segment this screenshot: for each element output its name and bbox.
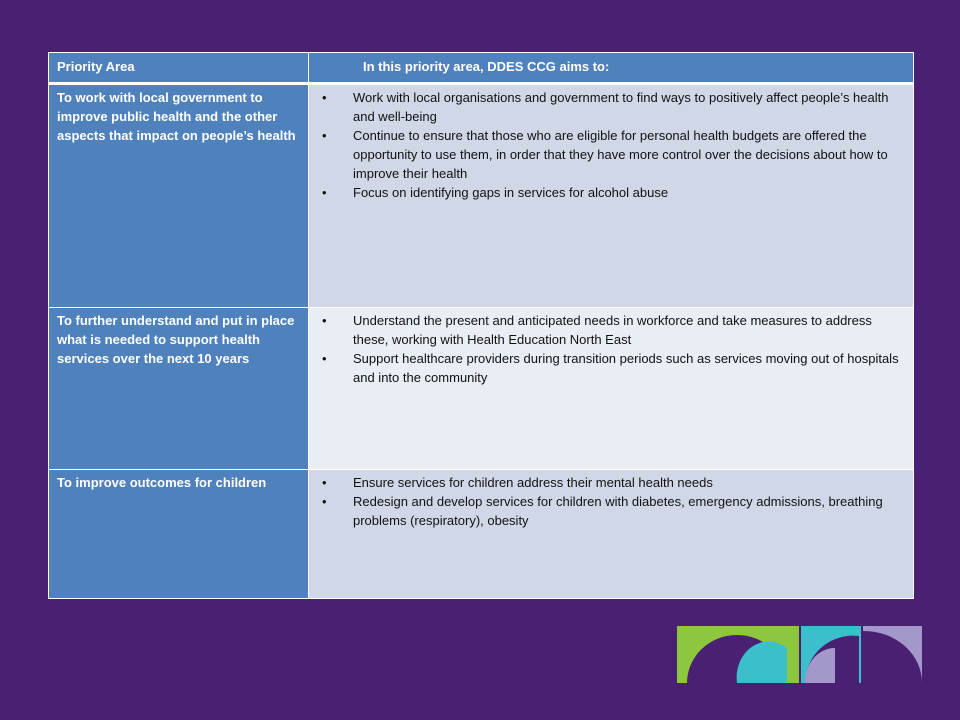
priority-table: [48, 52, 914, 599]
aim-text: Ensure services for children address their mental health needs: [353, 475, 713, 490]
bullet-icon: •: [322, 475, 327, 490]
aims-cell: [309, 84, 914, 308]
priority-area-cell: To further understand and put in place what is needed to support health services over the next 10 years: [49, 308, 309, 470]
aim-text: Continue to ensure that those who are eligible for personal health budgets are offered the opportunity to use them, in order that they have more control over the decisions about how to improve their health: [353, 128, 888, 181]
list-item: [317, 88, 901, 126]
bullet-icon: •: [322, 128, 327, 143]
table-header-row: [49, 53, 914, 84]
aims-list: [317, 88, 901, 202]
list-item: [317, 492, 901, 530]
priority-area-cell: To improve outcomes for children: [49, 470, 309, 599]
bullet-icon: •: [322, 351, 327, 366]
table-row: [49, 308, 914, 470]
bullet-icon: •: [322, 185, 327, 200]
list-item: [317, 183, 901, 202]
table-row: [49, 470, 914, 599]
aims-cell: [309, 308, 914, 470]
aims-cell: [309, 470, 914, 599]
aim-text: Understand the present and anticipated needs in workforce and take measures to address these, working with Health Education North East: [353, 313, 872, 347]
list-item: [317, 473, 901, 492]
list-item: [317, 311, 901, 349]
nhs-arches-logo-icon: [677, 626, 922, 683]
aim-text: Work with local organisations and government to find ways to positively affect people’s health and well-being: [353, 90, 889, 124]
aim-text: Focus on identifying gaps in services for alcohol abuse: [353, 185, 669, 200]
aims-list: [317, 311, 901, 387]
aims-list: [317, 473, 901, 530]
table-row: [49, 84, 914, 308]
priority-area-cell: To work with local government to improve public health and the other aspects that impact on people’s health: [49, 84, 309, 308]
list-item: [317, 126, 901, 183]
header-priority-area: Priority Area: [49, 53, 309, 84]
bullet-icon: •: [322, 494, 327, 509]
list-item: [317, 349, 901, 387]
header-aims: In this priority area, DDES CCG aims to:: [309, 53, 914, 84]
aim-text: Redesign and develop services for children with diabetes, emergency admissions, breathing problems (respiratory), obesity: [353, 494, 883, 528]
bullet-icon: •: [322, 90, 327, 105]
bullet-icon: •: [322, 313, 327, 328]
aim-text: Support healthcare providers during transition periods such as services moving out of hospitals and into the community: [353, 351, 899, 385]
